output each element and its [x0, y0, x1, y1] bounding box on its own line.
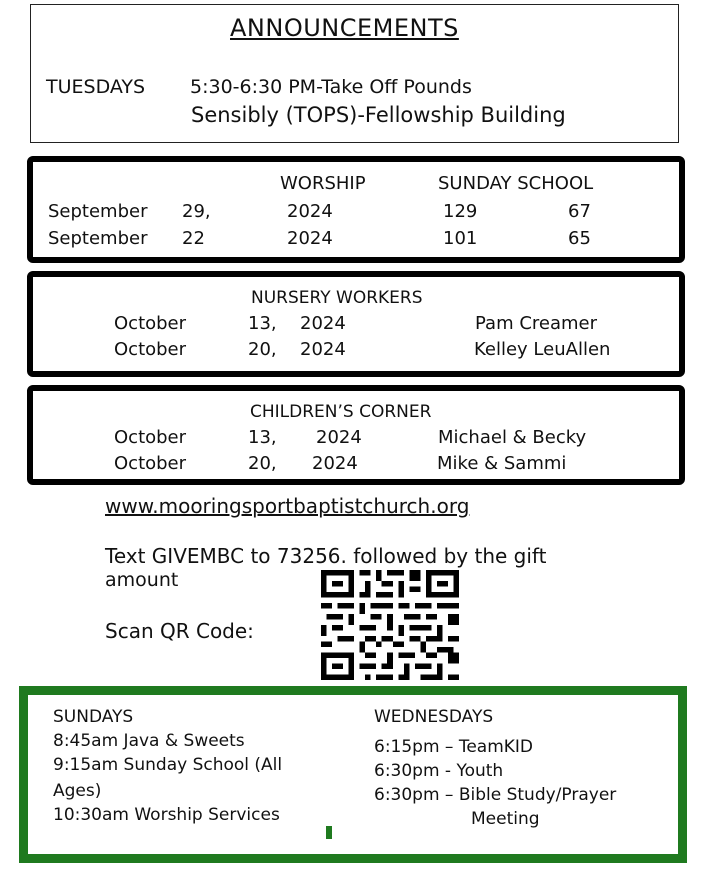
attendance-year: 2024: [287, 201, 333, 222]
sundays-title: SUNDAYS: [53, 707, 134, 727]
wednesday-item: 6:15pm – TeamKID: [374, 737, 534, 757]
children-leader-name: Michael & Becky: [438, 427, 587, 448]
attendance-sunday-school-count: 65: [568, 228, 591, 249]
nursery-month: October: [114, 313, 187, 334]
scan-qr-label: Scan QR Code:: [105, 619, 254, 643]
attendance-sunday-school-count: 67: [568, 201, 591, 222]
attendance-year: 2024: [287, 228, 333, 249]
nursery-month: October: [114, 339, 187, 360]
attendance-worship-count: 129: [443, 201, 478, 222]
children-year: 2024: [316, 427, 362, 448]
nursery-year: 2024: [300, 339, 346, 360]
wednesday-item: 6:30pm - Youth: [374, 761, 504, 781]
text-giving-line-1: Text GIVEMBC to 73256. followed by the gift: [105, 544, 547, 568]
nursery-day: 13,: [248, 313, 277, 334]
attendance-day: 29,: [182, 201, 211, 222]
announcement-line-1: 5:30-6:30 PM-Take Off Pounds: [190, 76, 472, 98]
worship-header: WORSHIP: [280, 173, 366, 194]
green-mark: [326, 826, 332, 839]
nursery-worker-name: Pam Creamer: [475, 313, 598, 334]
wednesday-item: Meeting: [471, 809, 540, 829]
wednesdays-title: WEDNESDAYS: [374, 707, 494, 727]
sunday-item: 9:15am Sunday School (All: [53, 755, 283, 775]
attendance-worship-count: 101: [443, 228, 478, 249]
church-website-link[interactable]: www.mooringsportbaptistchurch.org: [105, 494, 470, 518]
childrens-corner-title: CHILDREN’S CORNER: [250, 402, 432, 422]
attendance-day: 22: [182, 228, 205, 249]
children-day: 13,: [248, 427, 277, 448]
nursery-day: 20,: [248, 339, 277, 360]
nursery-title: NURSERY WORKERS: [251, 288, 423, 308]
sunday-item: 10:30am Worship Services: [53, 805, 280, 825]
announcements-title: ANNOUNCEMENTS: [230, 14, 459, 42]
text-giving-line-2: amount: [105, 569, 179, 591]
sunday-school-header: SUNDAY SCHOOL: [438, 173, 594, 194]
children-month: October: [114, 427, 187, 448]
attendance-month: September: [48, 201, 148, 222]
children-month: October: [114, 453, 187, 474]
children-year: 2024: [312, 453, 358, 474]
qr-code[interactable]: [321, 570, 459, 680]
sunday-item: Ages): [53, 781, 102, 801]
wednesday-item: 6:30pm – Bible Study/Prayer: [374, 785, 617, 805]
announcement-day: TUESDAYS: [46, 76, 146, 98]
nursery-year: 2024: [300, 313, 346, 334]
children-leader-name: Mike & Sammi: [437, 453, 567, 474]
attendance-month: September: [48, 228, 148, 249]
nursery-worker-name: Kelley LeuAllen: [474, 339, 611, 360]
children-day: 20,: [248, 453, 277, 474]
announcement-line-2: Sensibly (TOPS)-Fellowship Building: [191, 103, 566, 127]
sunday-item: 8:45am Java & Sweets: [53, 731, 245, 751]
